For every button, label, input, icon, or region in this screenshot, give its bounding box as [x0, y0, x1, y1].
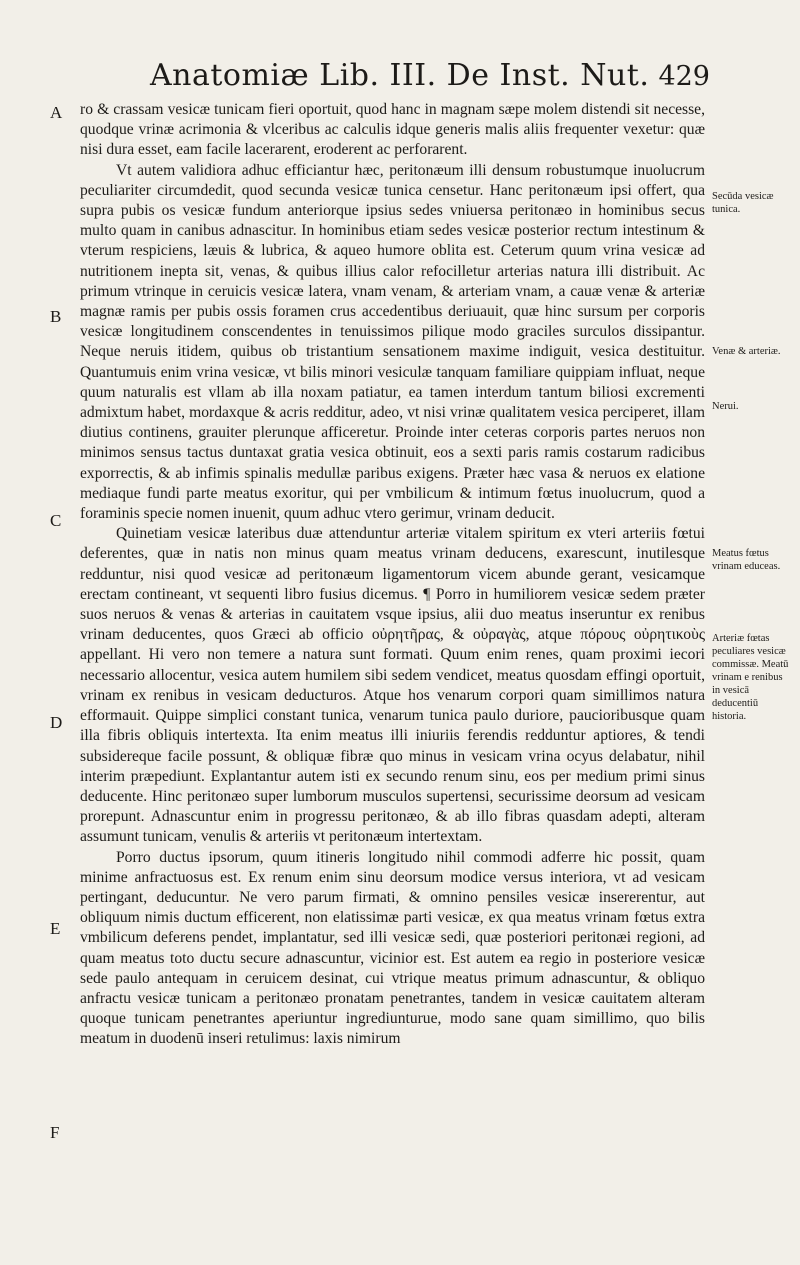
margin-note: Meatus fœtus vrinam educeas.: [712, 548, 781, 572]
running-title: Anatomiæ Lib. III. De Inst. Nut.: [150, 58, 650, 93]
paragraph: Quinetiam vesicæ lateribus duæ attenduntur arteriæ vitalem spiritum ex vteri arteriis fœtui deferentes, quæ in natis non minus quam meatus vrinam deducens, exarescunt, inutilesque redduntur, nisi quod vesicæ ad peritonæum ligamentorum vicem abunde gerant, vesicamque erectam contineant, vt sequenti libro fusius dicemus. ¶ Porro in humiliorem vesicæ sedem præter suos neruos & venas & arterias in cauitatem vsque ipsius, alii duo meatus inseruntur ex renibus vrinam deducentes, quos Græci ab officio οὐρητῆρας, & οὐραγὰς, atque πόρους οὐρητικοὺς appellant. Hi vero non temere a natura sunt formati. Quum enim renes, quam proximi iecori necessario allocentur, vesica autem humilem sibi sedem vendicet, meatus quosdam effingi oportuit, vrinam ex renibus in vesicam deducturos. Atque hos venarum corpori quam simillimos natura efformauit. Quippe simplici constant tunica, venarum tunica paulo duriore, paucioribusque quam illa fibris obliquis intertexta. Ita enim meatus illi iniuriis ferendis redduntur aptiores, & tendi subsidereque facile possunt, & obliquæ fibræ quo minus in vesicam vrina ocyus delabatur, nihil interim præpediunt. Explantantur autem isti ex secundo renum sinu, eos per medium primi sinus deducente. Hinc peritonæo super lumborum musculos supertensi, securissime deorsum ad vesicam prorepunt. Adnascuntur enim in progressu peritonæo, & ab illo fibras quasdam adepti, alteram assumunt tunicam, venulis & arteriis vt peritonæum intertextam.: [80, 525, 705, 846]
section-letter-b: B: [50, 307, 62, 326]
section-letter-e: E: [50, 919, 61, 938]
section-letter-a: A: [50, 103, 63, 122]
section-letter-c: C: [50, 511, 62, 530]
margin-note: Arteriæ fœtas peculiares vesicæ commissæ. Meatū vrinam e renibus in vesicā deducentiū historia.: [712, 633, 789, 722]
page-number: 429: [658, 61, 710, 92]
main-text: [80, 100, 705, 1050]
margin-note: Secūda vesicæ tunica.: [712, 191, 774, 215]
paragraph: Porro ductus ipsorum, quum itineris longitudo nihil commodi adferre hic possit, quam minime anfractuosus est. Ex renum enim sinu deorsum modice versus interiora, vt ad vesicam pertingant, deducuntur. Ne vero parum firmati, & omnino pensiles vesicæ insererentur, aut obliquum nimis ductum efficerent, non elatissimæ parti vesicæ, ex qua meatus vrinam fœtus extra vmbilicum deferens pendet, implantatur, sed illi vesicæ sedi, quæ posteriori peritonæi regioni, ad quam meatus toto ductu secure adnascuntur, vicinior est. Est autem ea regio in posteriore vesicæ sede paulo antequam in ceruicem desinat, cui vtrique meatus primum adnascuntur, & obliquo anfractu vesicæ tunicam a peritonæo pronatam penetrantes, tandem in vesicæ cauitatem alteram quoque tunicam penetrantes aperiuntur ingrediunturue, modo sane quam simillimo, quo bilis meatum in duodenū inseri retulimus: laxis nimirum: [80, 848, 705, 1048]
margin-note: Nerui.: [712, 401, 739, 412]
margin-note: Venæ & arteriæ.: [712, 346, 781, 357]
paragraph: Vt autem validiora adhuc efficiantur hæc, peritonæum illi densum robustumque inuolucrum peculiariter circumdedit, quod secunda vesicæ tunica censetur. Hanc peritonæum ipsi offert, qua supra pubis os vesicæ fundum anteriorque ipsius sedes vniuersa peritonæo in hominibus secus multo quam in canibus adnascitur. In hominibus etiam sedes vesicæ posterior rectum intestinum & vterum respiciens, læuis & lubrica, & aqueo humore oblita est. Ceterum quum vrina vesicæ ad nutritionem inepta sit, venas, & quibus illius calor refocilletur arterias natura illi distribuit. Ac primum vtrinque in ceruicis vesicæ latera, vnam venam, & arteriam vnam, a cauæ venæ & arteriæ magnæ ramis per pubis ossis foramen crus accedentibus deriuauit, quæ hinc sursum per corporis vesicæ longitudinem conscendentes in tenuissimos pilique modo graciles surculos dissipantur. Neque neruis itidem, quibus ob tristantium sensationem maxime indiguit, vesica destituitur. Quantumuis enim vrina vesicæ, vt bilis minori vesiculæ tanquam familiare quippiam influat, neque quum naturalis est vllam ab illa noxam patiatur, ea tamen interdum tantum biliosi excrementi admixtum habet, mordaxque & acris redditur, adeo, vt nisi vrinæ qualitatem vesica perciperet, illam diutius continens, grauiter plerunque afficeretur. Proinde inter ceteras corporis partes neruos non minimos sensus tactus duntaxat gratia vesica obtinuit, eos a sexti paris ramis costarum radicibus exporrectis, & ab infimis spinalis medullæ paribus exigens. Præter hæc vasa & neruos ex elatione mediaque fundi parte meatus exoritur, qui per vmbilicum & intimum fœtus inuolucrum, quod a foraminis specie nomen inuenit, quum adhuc vtero gerimur, vrinam deducit.: [80, 161, 705, 523]
section-letter-f: F: [50, 1123, 60, 1142]
paragraph: ro & crassam vesicæ tunicam fieri oportuit, quod hanc in magnam sæpe molem distendi sit necesse, quodque vrinæ acrimonia & vlceribus ac calculis idque generis malis aliis frequenter vexetur: quæ nisi dura esset, eam facile lacerarent, eroderent ac perforarent.: [80, 101, 705, 159]
running-header: [150, 58, 710, 98]
section-letter-d: D: [50, 713, 63, 732]
